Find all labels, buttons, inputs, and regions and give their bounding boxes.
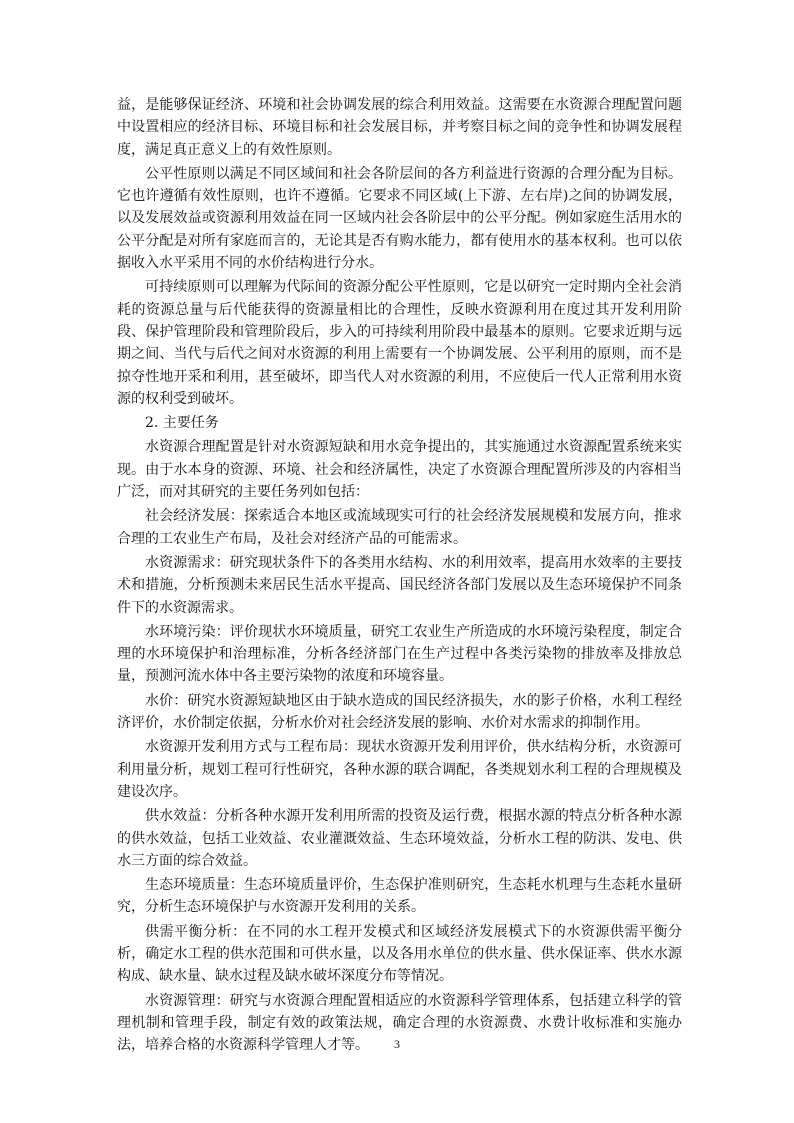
section-heading-main-tasks: 2. 主要任务: [145, 415, 219, 432]
paragraph-supply-benefit: 供水效益：分析各种水源开发利用所需的投资及运行费，根据水源的特点分析各种水源的供水效益，包括工业效益、农业灌溉效益、生态环境效益，分析水工程的防洪、发电、供水三方面的综合效益。: [117, 808, 682, 869]
paragraph-tasks-intro: 水资源合理配置是针对水资源短缺和用水竞争提出的，其实施通过水资源配置系统来实现。由于水本身的资源、环境、社会和经济属性，决定了水资源合理配置所涉及的内容相当广泛，而对其研究的主要任务列如包括：: [117, 439, 682, 501]
paragraph-fairness-principle: 公平性原则以满足不同区域间和社会各阶层间的各方利益进行资源的合理分配为目标。它也许遵循有效性原则，也许不遵循。它要求不同区域(上下游、左右岸)之间的协调发展，以及发展效益或资源利用效益在同一区域内社会各阶层中的公平分配。例如家庭生活用水的公平分配是对所有家庭而言的，无论其是否有购水能力，都有使用水的基本权利。也可以依据收入水平采用不同的水价结构进行分水。: [117, 165, 682, 272]
paragraph-development-layout: 水资源开发利用方式与工程布局：现状水资源开发利用评价，供水结构分析，水资源可利用量分析，规划工程可行性研究，各种水源的联合调配，各类规划水利工程的合理规模及建设次序。: [117, 739, 682, 800]
page-number: 3: [394, 1037, 400, 1051]
paragraph-supply-demand-balance: 供需平衡分析：在不同的水工程开发模式和区域经济发展模式下的水资源供需平衡分析，确定水工程的供水范围和可供水量，以及各用水单位的供水量、供水保证率、供水水源构成、缺水量、缺水过程及缺水破坏深度分布等情况。: [117, 923, 682, 985]
paragraph-socioeconomic: 社会经济发展：探索适合本地区或流域现实可行的社会经济发展规模和发展方向，推求合理的工农业生产布局，及社会对经济产品的可能需求。: [117, 508, 682, 547]
body-text: [117, 94, 682, 1058]
paragraph-effectiveness-cont: 益，是能够保证经济、环境和社会协调发展的综合利用效益。这需要在水资源合理配置问题中设置相应的经济目标、环境目标和社会发展目标，并考察目标之间的竞争性和协调发展程度，满足真正意义上的有效性原则。: [117, 97, 682, 158]
paragraph-water-management: 水资源管理：研究与水资源合理配置相适应的水资源科学管理体系，包括建立科学的管理机制和管理手段，制定有效的政策法规，确定合理的水资源费、水费计收标准和实施办法，培养合格的水资源科学管理人才等。: [117, 992, 682, 1054]
paragraph-water-pollution: 水环境污染：评价现状水环境质量，研究工农业生产所造成的水环境污染程度，制定合理的水环境保护和治理标准，分析各经济部门在生产过程中各类污染物的排放率及排放总量，预测河流水体中各主要污染物的浓度和环境容量。: [117, 623, 682, 685]
paragraph-water-demand: 水资源需求：研究现状条件下的各类用水结构、水的利用效率，提高用水效率的主要技术和措施，分析预测未来居民生活水平提高、国民经济各部门发展以及生态环境保护不同条件下的水资源需求。: [117, 554, 682, 616]
paragraph-sustainability-principle: 可持续原则可以理解为代际间的资源分配公平性原则，它是以研究一定时期内全社会消耗的资源总量与后代能获得的资源量相比的合理性，反映水资源利用在度过其开发利用阶段、保护管理阶段和管理阶段后，步入的可持续利用阶段中最基本的原则。它要求近期与远期之间、当代与后代之间对水资源的利用上需要有一个协调发展、公平利用的原则，而不是掠夺性地开采和利用，甚至破坏，即当代人对水资源的利用，不应使后一代人正常利用水资源的权利受到破坏。: [117, 279, 682, 407]
paragraph-water-price: 水价：研究水资源短缺地区由于缺水造成的国民经济损失，水的影子价格，水利工程经济评价，水价制定依据，分析水价对社会经济发展的影响、水价对水需求的抑制作用。: [117, 692, 682, 732]
paragraph-ecological-quality: 生态环境质量：生态环境质量评价，生态保护准则研究，生态耗水机理与生态耗水量研究，分析生态环境保护与水资源开发利用的关系。: [117, 877, 682, 916]
